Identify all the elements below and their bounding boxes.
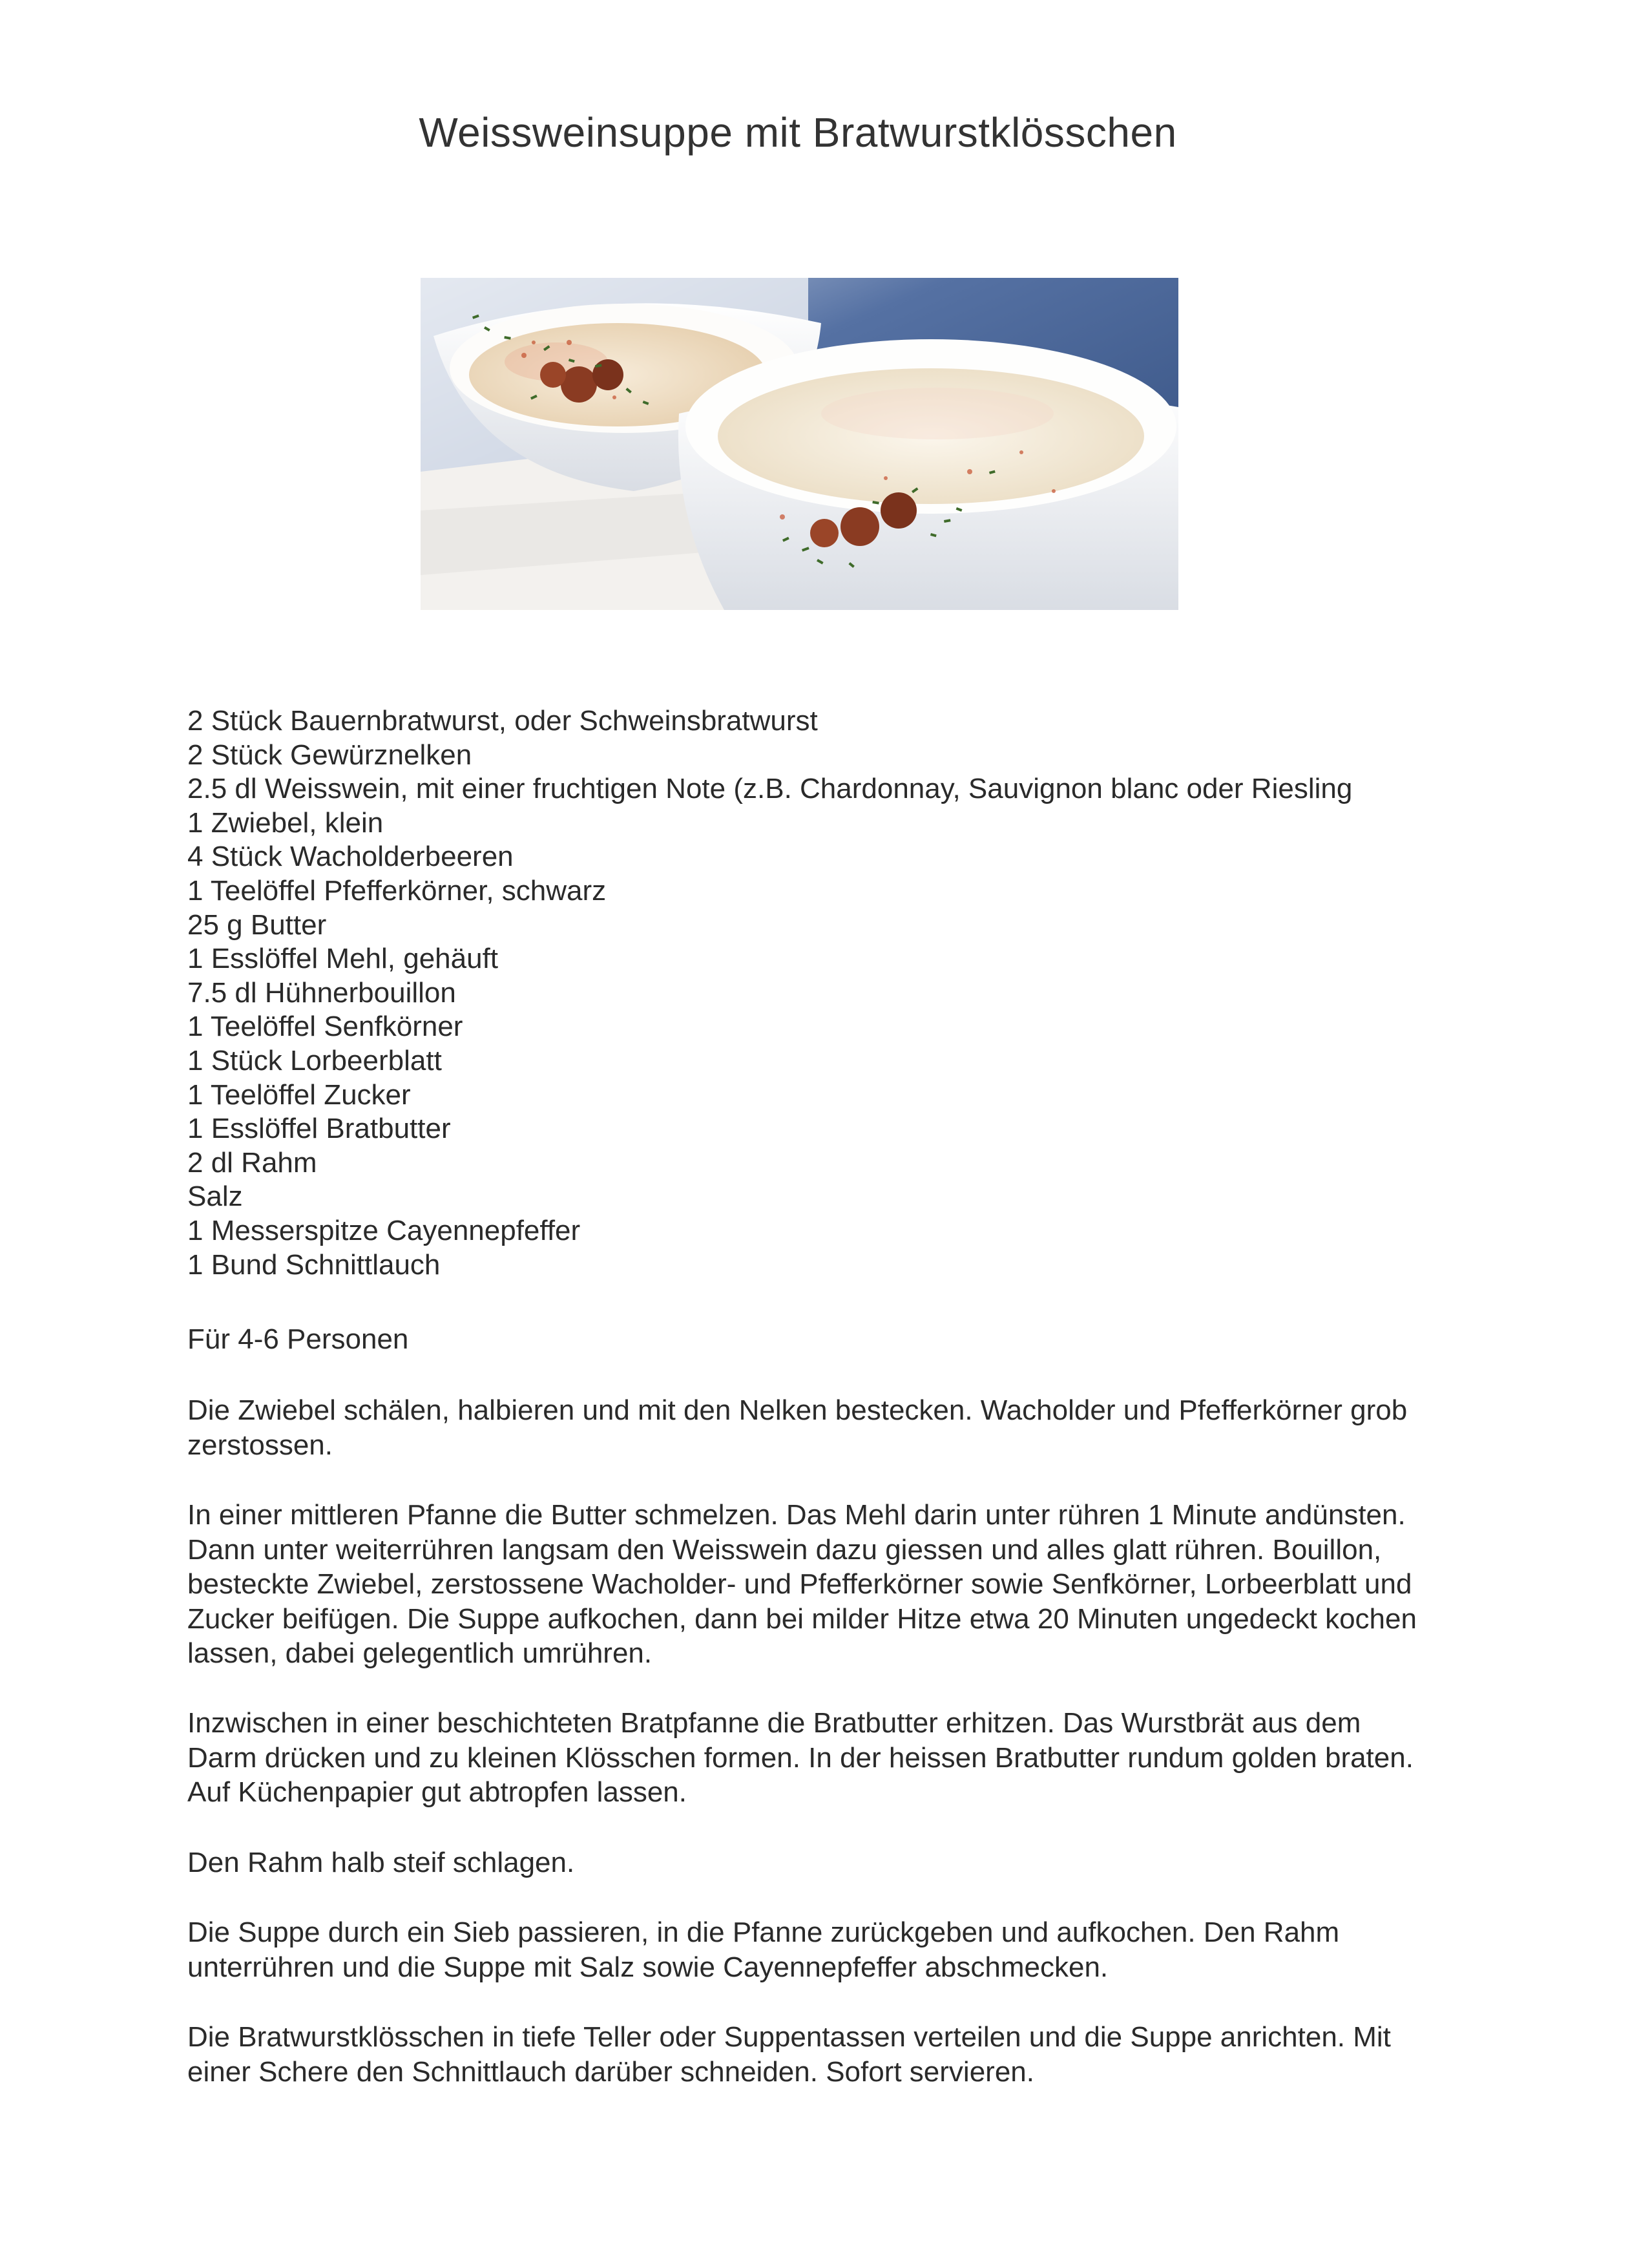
dumpling [840,507,879,546]
instruction-step: Inzwischen in einer beschichteten Bratpfanne die Bratbutter erhitzen. Das Wurstbrät aus dem Darm drücken und zu kleinen Klösschen formen. In der heissen Bratbutter rundum golden braten. Auf Küchenpapier gut abtropfen lassen. [187,1707,1414,1808]
soup-bowls-photo [421,278,1178,610]
ingredient-item: 2 dl Rahm [187,1146,317,1179]
ingredient-item: 1 Bund Schnittlauch [187,1248,441,1281]
ingredient-item: 4 Stück Wacholderbeeren [187,841,514,873]
ingredient-item: 1 Teelöffel Zucker [187,1078,411,1111]
front-bowl [678,339,1178,610]
ingredient-item: 25 g Butter [187,908,327,941]
dumpling [592,359,623,390]
instruction-step: In einer mittleren Pfanne die Butter schmelzen. Das Mehl darin unter rühren 1 Minute andünsten. Dann unter weiterrühren langsam den Weisswein dazu giessen und alles glatt rühren. Bouillon, besteckte Zwiebel, zerstossene Wacholder- und Pfefferkörner sowie Senfkörner, Lorbeerblatt und Zucker beifügen. Die Suppe aufkochen, dann bei milder Hitze etwa 20 Minuten ungedeckt kochen lassen, dabei gelegentlich umrühren. [187,1499,1417,1669]
dumpling [561,366,597,403]
ingredient-item: 1 Esslöffel Bratbutter [187,1113,451,1145]
dumpling [881,492,917,529]
dumpling [810,519,839,547]
servings-note: Für 4-6 Personen [187,1323,409,1355]
instruction-step: Die Suppe durch ein Sieb passieren, in die Pfanne zurückgeben und aufkochen. Den Rahm unterrühren und die Suppe mit Salz sowie Cayennepfeffer abschmecken. [187,1916,1340,1983]
instruction-step: Den Rahm halb steif schlagen. [187,1847,575,1878]
ingredient-item: 1 Zwiebel, klein [187,806,384,839]
ingredient-item: 1 Esslöffel Mehl, gehäuft [187,943,499,975]
ingredient-item: 1 Teelöffel Senfkörner [187,1011,463,1043]
ingredient-list [187,704,1352,1282]
instruction-step: Die Bratwurstklösschen in tiefe Teller oder Suppentassen verteilen und die Suppe anrichten. Mit einer Schere den Schnittlauch darüber schneiden. Sofort servieren. [187,2021,1391,2088]
ingredient-item: 7.5 dl Hühnerbouillon [187,976,456,1009]
ingredient-item: 2.5 dl Weisswein, mit einer fruchtigen Note (z.B. Chardonnay, Sauvignon blanc oder Riesling [187,773,1353,805]
ingredient-item: 1 Messerspitze Cayennepfeffer [187,1214,581,1246]
ingredient-item: Salz [187,1181,243,1213]
ingredient-item: 2 Stück Bauernbratwurst, oder Schweinsbratwurst [187,705,818,737]
ingredient-item: 1 Stück Lorbeerblatt [187,1044,442,1076]
ingredient-item: 1 Teelöffel Pfefferkörner, schwarz [187,874,607,907]
ingredient-item: 2 Stück Gewürznelken [187,739,472,771]
dumpling [540,362,566,388]
page-title: Weissweinsuppe mit Bratwurstklösschen [419,109,1177,156]
instruction-step: Die Zwiebel schälen, halbieren und mit den Nelken bestecken. Wacholder und Pfefferkörner grob zerstossen. [187,1394,1408,1461]
